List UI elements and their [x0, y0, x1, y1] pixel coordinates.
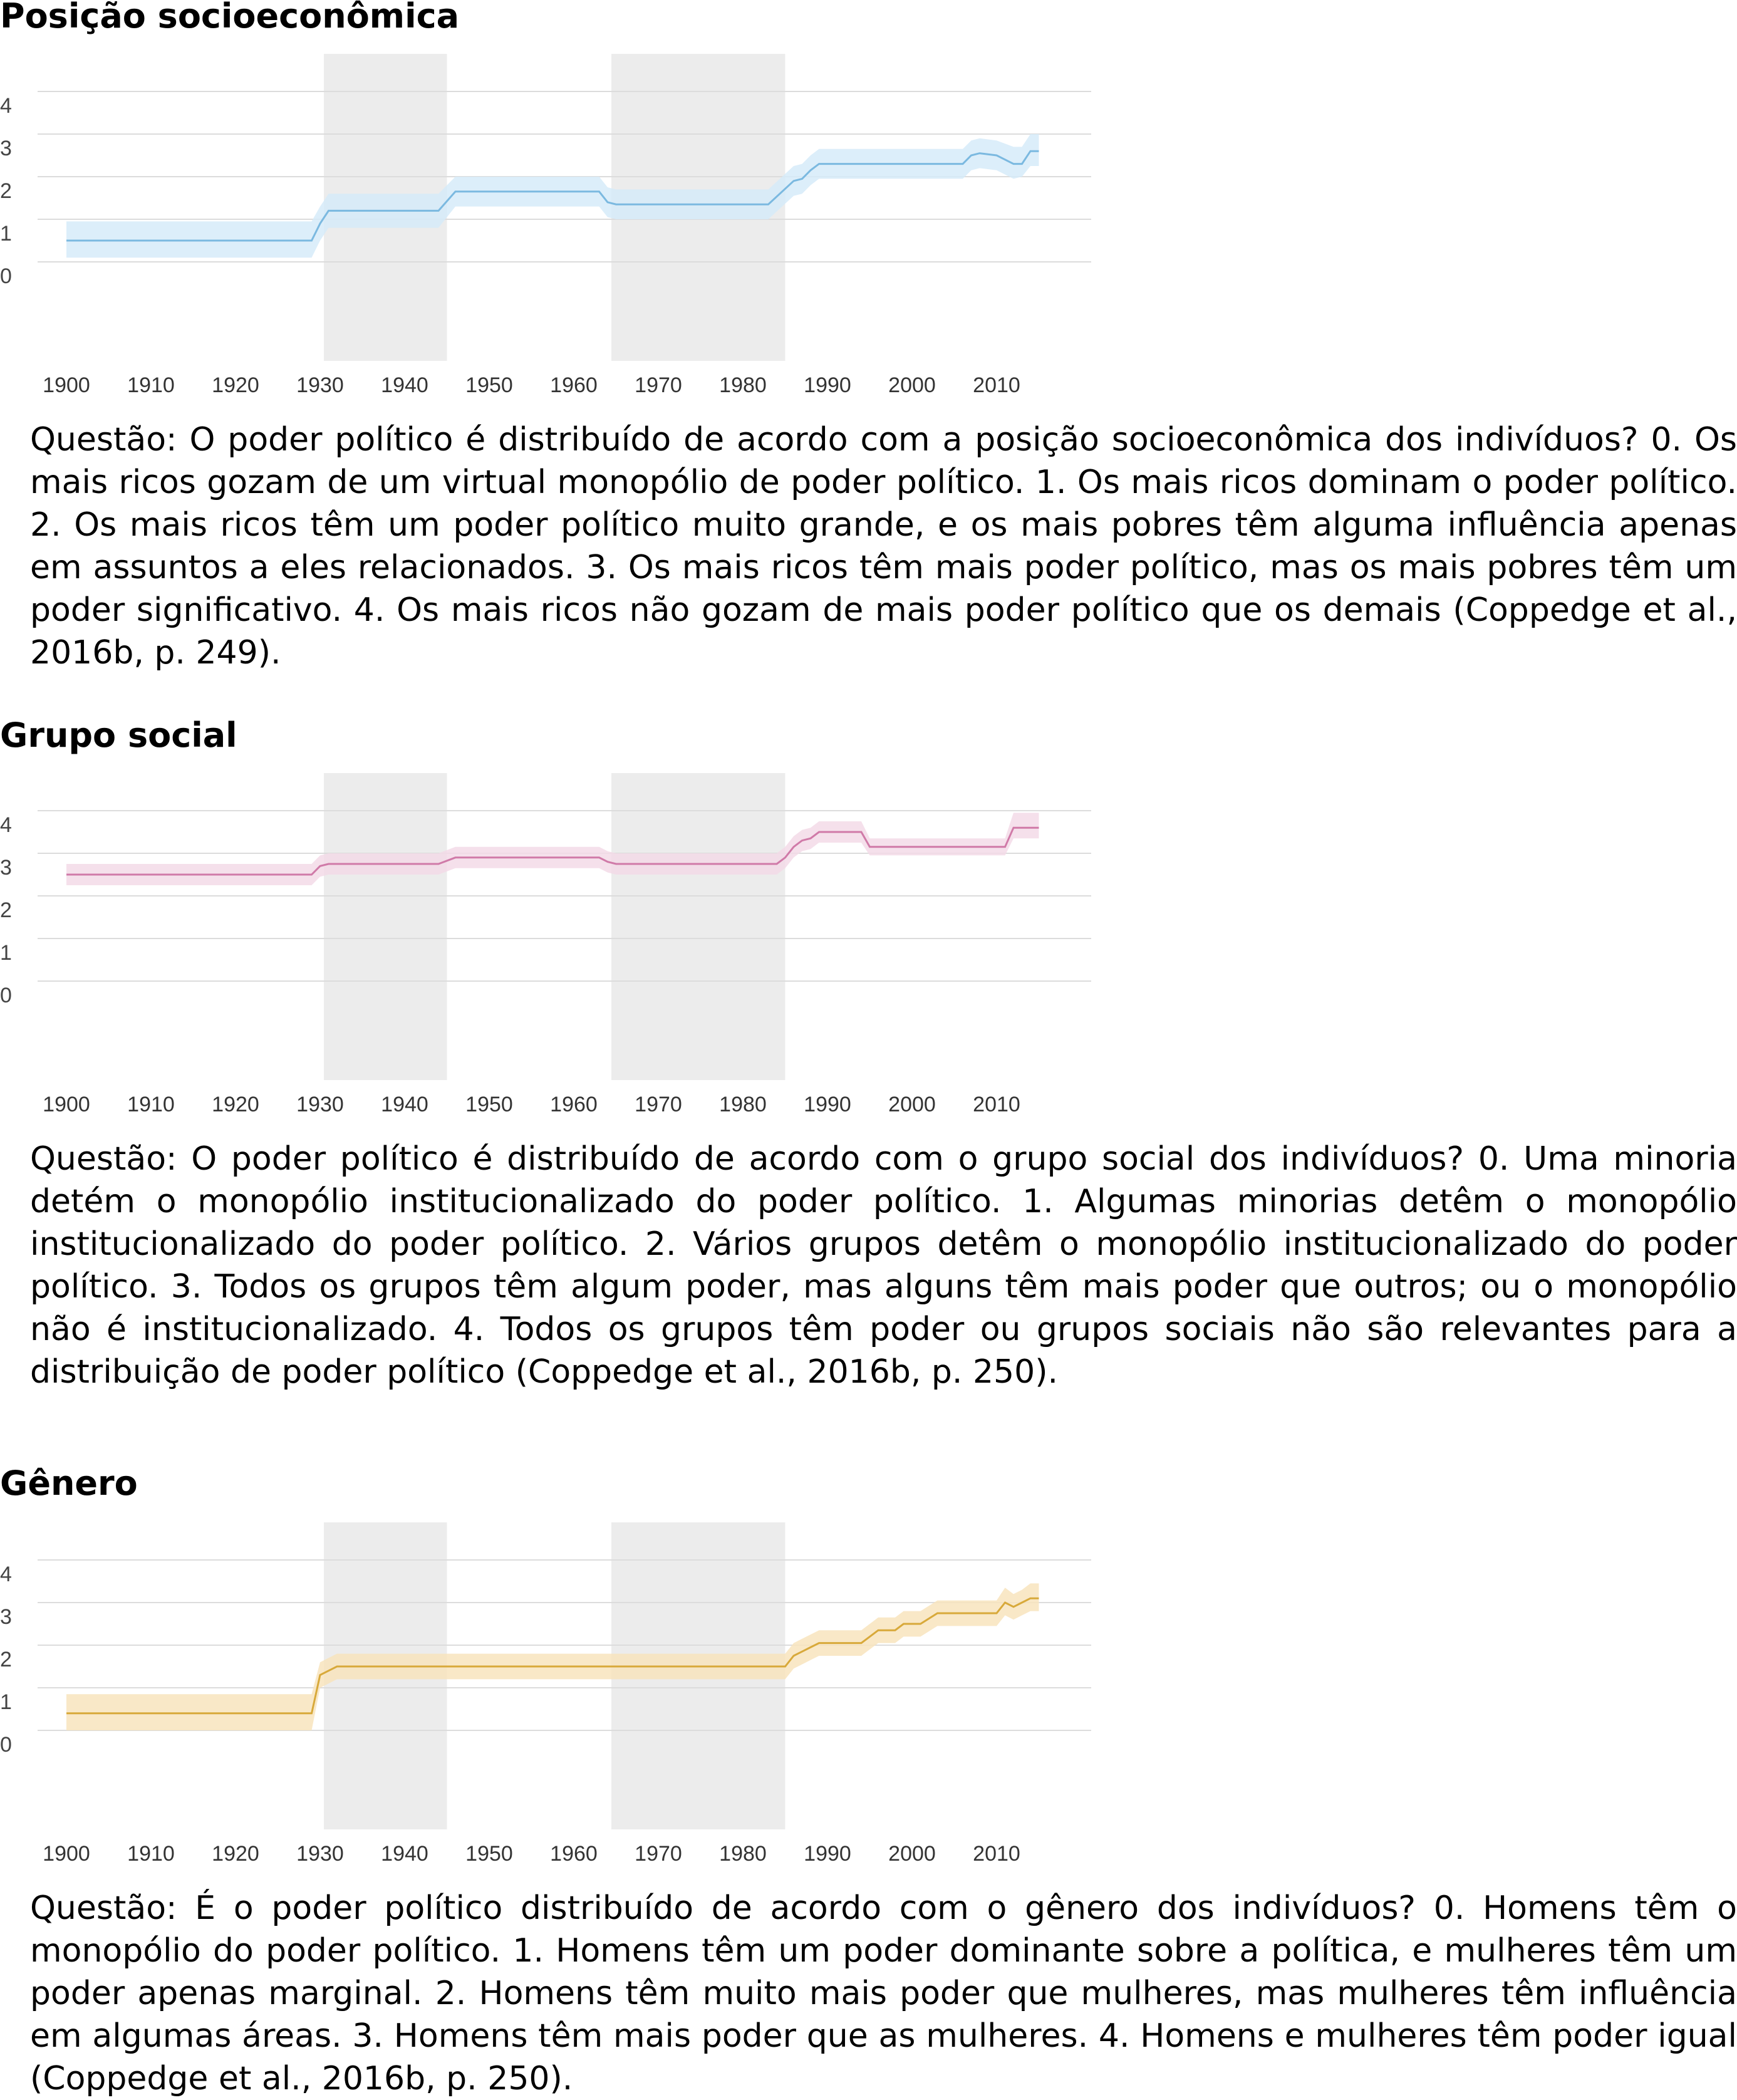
y-tick-label: 0 [0, 264, 12, 288]
y-tick-label: 4 [0, 94, 12, 118]
x-tick-label: 1910 [127, 1842, 175, 1866]
x-tick-label: 1960 [550, 1842, 598, 1866]
question-text: Questão: O poder político é distribuído de acordo com o grupo social dos indivíduos? 0. Uma minoria detém o monopólio institucionalizado do poder político. 1. Algumas minorias detêm o monopólio institucionalizado do poder político. 2. Vários grupos detêm o monopólio institucionalizado do poder político. 3. Todos os grupos têm algum poder, mas alguns têm mais poder que outros; ou o monopólio não é institucionalizado. 4. Todos os grupos têm poder ou grupos sociais não são relevantes para a distribuição de poder político (Coppedge et al., 2016b, p. 250). [30, 1140, 1737, 1391]
x-tick-label: 1980 [719, 1842, 767, 1866]
x-tick-label: 1930 [296, 373, 344, 397]
x-tick-label: 2010 [973, 1842, 1020, 1866]
x-tick-label: 1900 [43, 373, 90, 397]
chart-social-group [0, 773, 1102, 1136]
question-text: Questão: É o poder político distribuído de acordo com o gênero dos indivíduos? 0. Homens têm o monopólio do poder político. 1. Homens têm um poder dominante sobre a política, e mulheres têm um poder apenas marginal. 2. Homens têm muito mais poder que mulheres, mas mulheres têm influência em algumas áreas. 3. Homens têm mais poder que as mulheres. 4. Homens e mulheres têm poder igual (Coppedge et al., 2016b, p. 250). [30, 1889, 1737, 2097]
y-tick-label: 4 [0, 1562, 12, 1586]
x-tick-label: 1950 [465, 373, 513, 397]
x-tick-label: 1910 [127, 1093, 175, 1116]
y-tick-label: 3 [0, 1605, 12, 1629]
x-tick-label: 1940 [381, 373, 428, 397]
shaded-period [611, 773, 786, 1080]
x-tick-label: 1900 [43, 1093, 90, 1116]
section-title: Gênero [0, 1463, 138, 1503]
y-tick-label: 4 [0, 813, 12, 837]
shaded-period [324, 773, 447, 1080]
y-tick-label: 0 [0, 984, 12, 1007]
chart-socioeconomic [0, 54, 1102, 417]
x-tick-label: 2000 [888, 1842, 936, 1866]
x-tick-label: 1930 [296, 1842, 344, 1866]
x-tick-label: 2010 [973, 1093, 1020, 1116]
y-tick-label: 2 [0, 898, 12, 922]
x-tick-label: 2000 [888, 1093, 936, 1116]
y-tick-label: 3 [0, 137, 12, 160]
x-tick-label: 1910 [127, 373, 175, 397]
x-tick-label: 1950 [465, 1093, 513, 1116]
y-tick-label: 1 [0, 941, 12, 965]
x-tick-label: 1940 [381, 1842, 428, 1866]
x-tick-label: 1970 [635, 1093, 682, 1116]
x-tick-label: 1920 [212, 1842, 259, 1866]
section-title: Grupo social [0, 715, 237, 755]
confidence-band [66, 134, 1039, 257]
y-tick-label: 2 [0, 1648, 12, 1671]
x-tick-label: 1940 [381, 1093, 428, 1116]
x-tick-label: 1900 [43, 1842, 90, 1866]
x-tick-label: 1970 [635, 1842, 682, 1866]
x-tick-label: 1980 [719, 373, 767, 397]
x-tick-label: 1980 [719, 1093, 767, 1116]
y-tick-label: 1 [0, 222, 12, 246]
confidence-band [66, 1583, 1039, 1730]
x-tick-label: 1950 [465, 1842, 513, 1866]
y-tick-label: 0 [0, 1733, 12, 1757]
x-tick-label: 1920 [212, 373, 259, 397]
x-tick-label: 1920 [212, 1093, 259, 1116]
y-tick-label: 3 [0, 856, 12, 880]
x-tick-label: 1960 [550, 1093, 598, 1116]
x-tick-label: 1960 [550, 373, 598, 397]
x-tick-label: 2000 [888, 373, 936, 397]
x-tick-label: 1990 [804, 1842, 851, 1866]
question-text: Questão: O poder político é distribuído de acordo com a posição socioeconômica dos indivíduos? 0. Os mais ricos gozam de um virtual monopólio de poder político. 1. Os mais ricos dominam o poder político. 2. Os mais ricos têm um poder político muito grande, e os mais pobres têm alguma influência apenas em assuntos a eles relacionados. 3. Os mais ricos têm mais poder político, mas os mais pobres têm um poder significativo. 4. Os mais ricos não gozam de mais poder político que os demais (Coppedge et al., 2016b, p. 249). [30, 421, 1737, 672]
y-tick-label: 1 [0, 1690, 12, 1714]
x-tick-label: 2010 [973, 373, 1020, 397]
x-tick-label: 1990 [804, 373, 851, 397]
x-tick-label: 1930 [296, 1093, 344, 1116]
section-title: Posição socioeconômica [0, 0, 460, 36]
y-tick-label: 2 [0, 179, 12, 203]
chart-gender [0, 1522, 1102, 1886]
x-tick-label: 1970 [635, 373, 682, 397]
x-tick-label: 1990 [804, 1093, 851, 1116]
